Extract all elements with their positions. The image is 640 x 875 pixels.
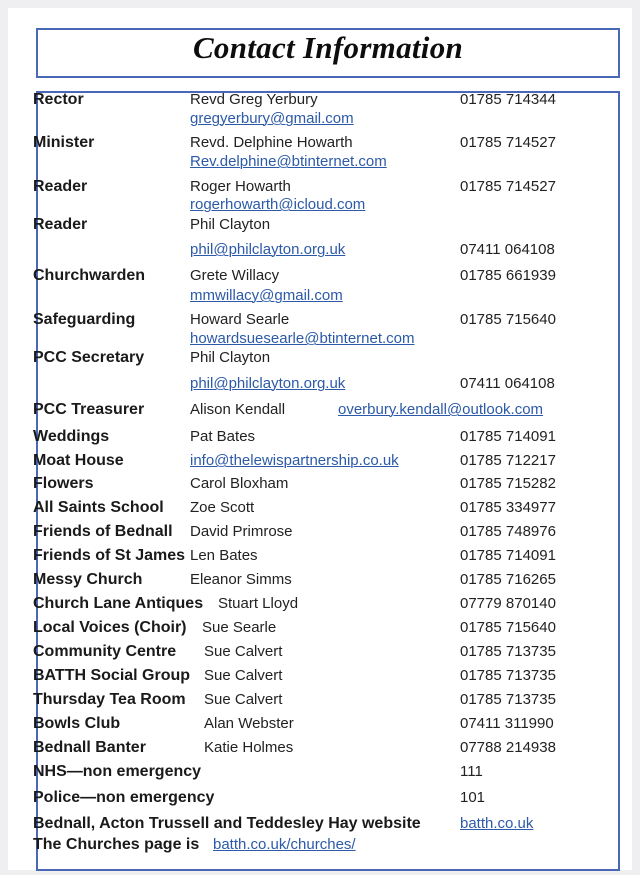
contact-name: Katie Holmes [204,739,294,756]
contact-role: Churchwarden [33,267,146,284]
contact-phone: 01785 712217 [460,452,556,469]
contact-name: Sue Searle [202,619,277,636]
contact-name: Alison Kendall [190,401,286,418]
contact-role: Bednall Banter [33,739,146,756]
contact-phone: 07411 311990 [460,715,554,732]
contact-role: Bowls Club [33,715,121,732]
contact-name: Alan Webster [204,715,294,732]
contact-phone: 01785 714091 [460,428,556,445]
contact-role: NHS—non emergency [33,763,202,780]
contact-role: Reader [33,216,88,233]
contact-phone: 01785 334977 [460,499,556,516]
contact-role: Church Lane Antiques [33,595,204,612]
contact-email-link[interactable]: info@thelewispartnership.co.uk [190,452,399,469]
contact-role: Moat House [33,452,124,469]
contact-role: Flowers [33,475,94,492]
contact-name: Phil Clayton [190,349,271,366]
contact-email-link[interactable]: mmwillacy@gmail.com [190,287,343,304]
contact-email-link[interactable]: howardsuesearle@btinternet.com [190,330,415,347]
contact-phone: 01785 713735 [460,643,556,660]
contact-phone: 01785 714527 [460,134,556,151]
contact-phone: 01785 716265 [460,571,556,588]
title-box [36,28,620,78]
contact-phone: 01785 661939 [460,267,556,284]
contact-name: Grete Willacy [190,267,280,284]
contact-name: Zoe Scott [190,499,255,516]
contact-email-link[interactable]: phil@philclayton.org.uk [190,375,346,392]
contact-email-link[interactable]: Rev.delphine@btinternet.com [190,153,387,170]
contact-phone: 01785 714344 [460,91,556,108]
contact-email-link[interactable]: rogerhowarth@icloud.com [190,196,366,213]
contact-name: Roger Howarth [190,178,291,195]
contact-name: Stuart Lloyd [218,595,299,612]
contact-role: Local Voices (Choir) [33,619,187,636]
contact-role: Safeguarding [33,311,136,328]
contact-name: Howard Searle [190,311,290,328]
churches-link[interactable]: batth.co.uk/churches/ [213,836,356,853]
contact-phone: 111 [460,763,483,780]
contact-name: Eleanor Simms [190,571,292,588]
contact-phone: 01785 714527 [460,178,556,195]
contact-phone: 01785 713735 [460,691,556,708]
contact-phone: 07788 214938 [460,739,556,756]
website-link[interactable]: batth.co.uk [460,815,534,832]
contact-name: Sue Calvert [204,667,283,684]
contact-email-link[interactable]: gregyerbury@gmail.com [190,110,354,127]
contact-phone: 07779 870140 [460,595,556,612]
page-title: Contact Information [192,30,464,65]
contact-name: Sue Calvert [204,691,283,708]
contact-phone: 101 [460,789,486,806]
contact-name: Revd. Delphine Howarth [190,134,353,151]
contact-role: Messy Church [33,571,143,588]
contact-phone: 07411 064108 [460,375,555,392]
contact-phone: 01785 713735 [460,667,556,684]
contact-name: Pat Bates [190,428,256,445]
contact-role: PCC Secretary [33,349,145,366]
contact-email-link[interactable]: phil@philclayton.org.uk [190,241,346,258]
contact-role: Thursday Tea Room [33,691,186,708]
contact-phone: 01785 714091 [460,547,556,564]
contact-role: PCC Treasurer [33,401,145,418]
contact-phone: 07411 064108 [460,241,555,258]
contact-role: Reader [33,178,88,195]
contact-role: Rector [33,91,84,108]
contact-role: Minister [33,134,95,151]
churches-label: The Churches page is [33,836,200,853]
contact-name: Sue Calvert [204,643,283,660]
contact-role: All Saints School [33,499,164,516]
website-label: Bednall, Acton Trussell and Teddesley Hay website [33,815,421,832]
contact-role: Weddings [33,428,110,445]
contact-phone: 01785 715282 [460,475,556,492]
contact-name: Phil Clayton [190,216,271,233]
contact-name: Revd Greg Yerbury [190,91,318,108]
contact-phone: 01785 748976 [460,523,556,540]
contact-phone: 01785 715640 [460,311,556,328]
contact-name: Carol Bloxham [190,475,289,492]
contact-phone: 01785 715640 [460,619,556,636]
contact-role: Police—non emergency [33,789,215,806]
contact-role: Friends of St James [33,547,186,564]
contact-name: David Primrose [190,523,293,540]
contact-role: Community Centre [33,643,177,660]
contact-role: BATTH Social Group [33,667,191,684]
contact-name: Len Bates [190,547,258,564]
contact-role: Friends of Bednall [33,523,173,540]
contact-email-link[interactable]: overbury.kendall@outlook.com [338,401,544,418]
